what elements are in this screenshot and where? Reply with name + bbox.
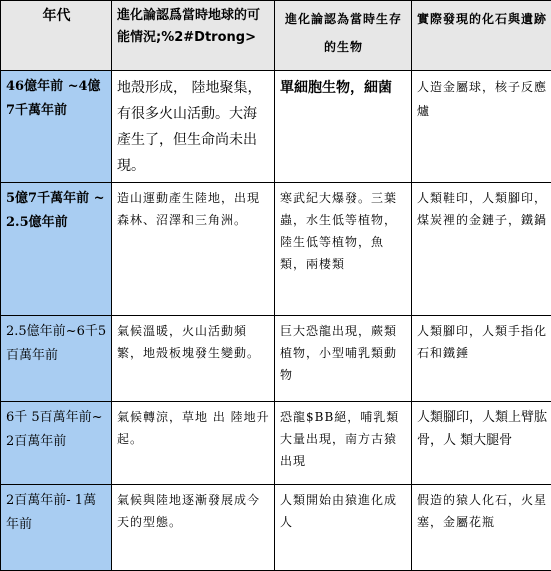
era-cell: 5億7千萬年前 ~2.5億年前	[1, 183, 112, 316]
conditions-cell: 氣候溫暖，火山活動頻繁，地殼板塊發生變動。	[112, 316, 275, 402]
header-conditions: 進化論認爲當時地球的可能情況;%2#Dtrong>	[112, 1, 275, 71]
header-findings: 實際發現的化石與遺跡	[412, 1, 551, 71]
life-cell: 人類開始由猿進化成人	[275, 485, 412, 571]
conditions-cell: 氣候轉涼，草地 出 陸地升起。	[112, 402, 275, 485]
life-cell: 巨大恐龍出現，蕨類植物，小型哺乳類動物	[275, 316, 412, 402]
era-cell: 2百萬年前- 1萬年前	[1, 485, 112, 571]
life-cell: 單細胞生物，細菌	[275, 71, 412, 183]
life-cell: 恐龍$BB絕，哺乳類大量出現，南方古猿出現	[275, 402, 412, 485]
findings-cell: 人類腳印，人類上臂肱骨，人 類大腿骨	[412, 402, 551, 485]
life-cell: 寒武紀大爆發。三葉蟲，水生低等植物，陸生低等植物，魚類，兩棲類	[275, 183, 412, 316]
findings-cell: 人類腳印，人類手指化石和鐵錘	[412, 316, 551, 402]
conditions-cell: 氣候與陸地逐漸發展成今天的型態。	[112, 485, 275, 571]
table-row	[1, 71, 551, 183]
table-row	[1, 183, 551, 316]
era-cell: 6千 5百萬年前~2百萬年前	[1, 402, 112, 485]
header-era: 年代	[1, 1, 112, 71]
header-life: 進化論認為當時生存的生物	[275, 1, 412, 71]
findings-cell: 人類鞋印，人類腳印，煤炭裡的金鏈子，鐵鍋	[412, 183, 551, 316]
era-cell: 46億年前 ~4億7千萬年前	[1, 71, 112, 183]
table-row	[1, 485, 551, 571]
conditions-cell: 地殼形成， 陸地聚集，有很多火山活動。大海產生了，但生命尚未出現。	[112, 71, 275, 183]
findings-cell: 假造的猿人化石，火星塞，金屬花瓶	[412, 485, 551, 571]
era-cell: 2.5億年前~6千5百萬年前	[1, 316, 112, 402]
table-row	[1, 316, 551, 402]
findings-cell: 人造金屬球，核子反應爐	[412, 71, 551, 183]
conditions-cell: 造山運動產生陸地，出現森林、沼澤和三角洲。	[112, 183, 275, 316]
table-header-row	[1, 1, 551, 71]
table-row	[1, 402, 551, 485]
